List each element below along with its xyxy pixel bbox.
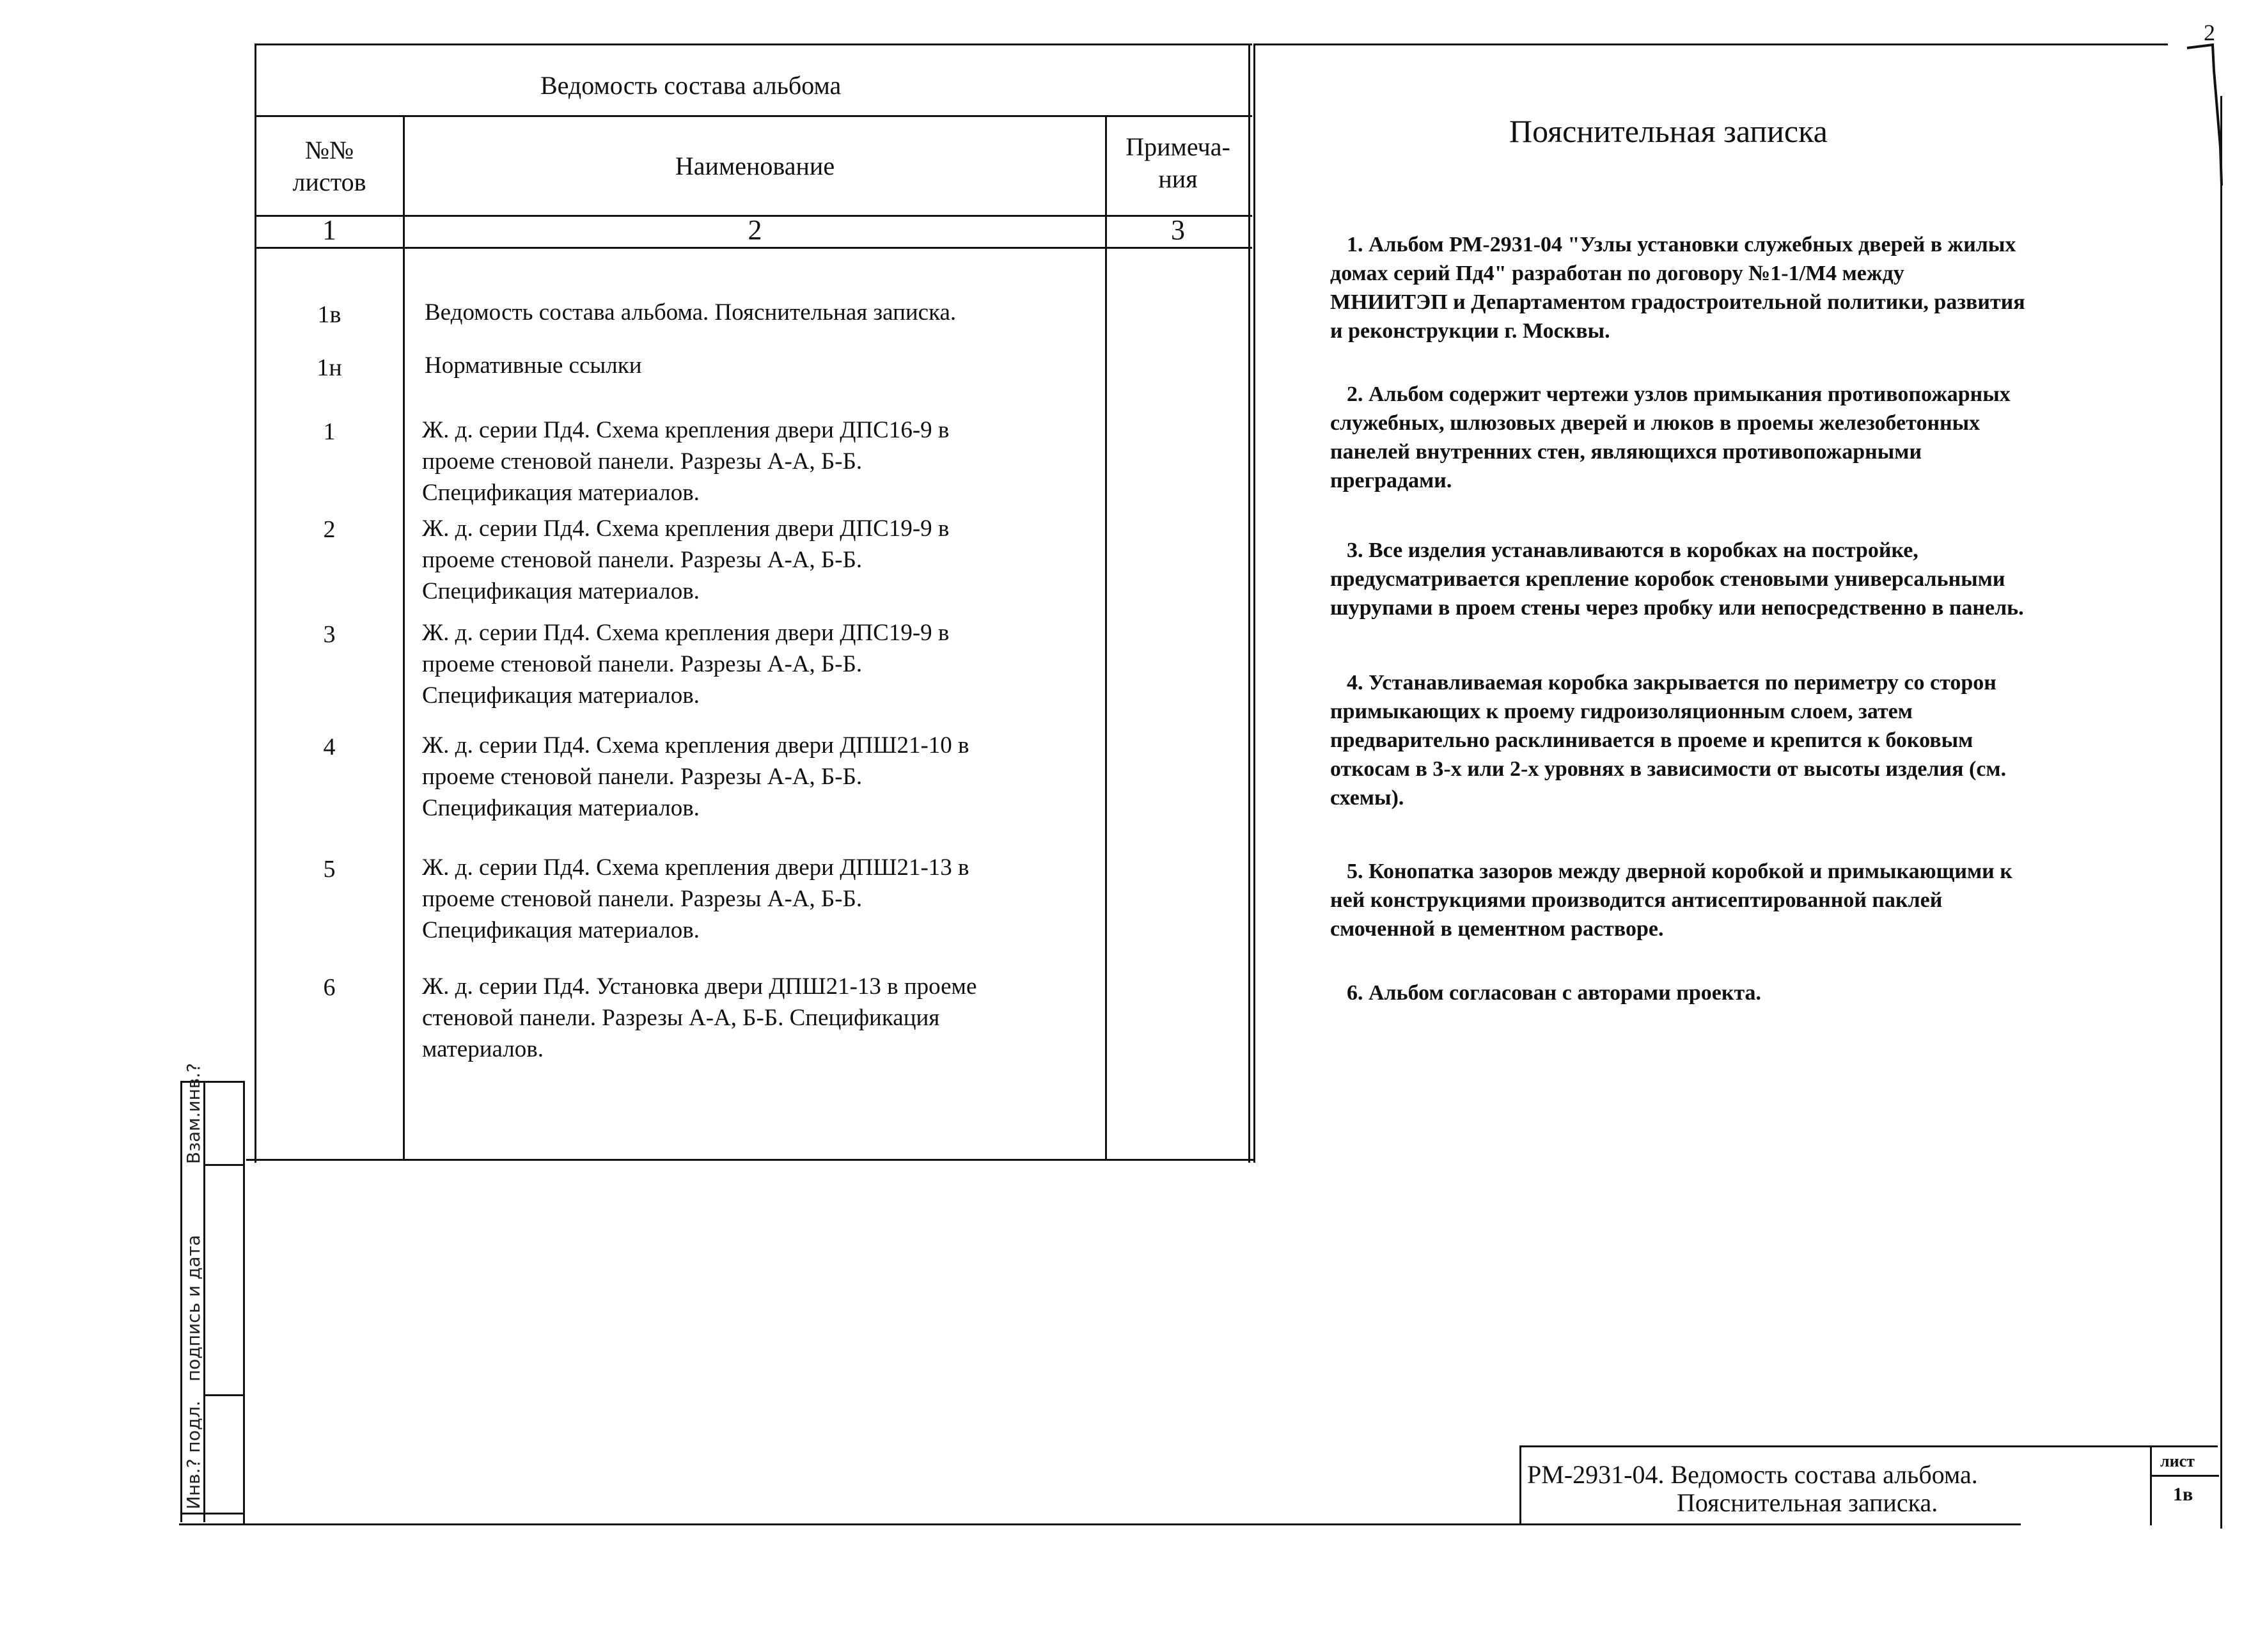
row-number: 3 bbox=[323, 621, 336, 648]
para-line: и реконструкции г. Москвы. bbox=[1330, 319, 1610, 343]
row-text bbox=[422, 513, 1074, 607]
header-notes-line1: Примеча- bbox=[1126, 132, 1230, 161]
para-line: смоченной в цементном растворе. bbox=[1330, 917, 1664, 941]
row-line: Ж. д. серии Пд4. Схема крепления двери ДПС19-9 в bbox=[422, 620, 950, 646]
para-line: шурупами в проем стены через пробку или непосредственно в панель. bbox=[1330, 596, 2024, 620]
note-paragraph-4 bbox=[1330, 668, 2117, 812]
title-block-line1: РМ-2931-04. Ведомость состава альбома. bbox=[1527, 1460, 1978, 1489]
row-text bbox=[422, 971, 1074, 1065]
header-sheet-numbers-line2: листов bbox=[292, 168, 366, 196]
table-top-border bbox=[255, 43, 1252, 45]
note-paragraph-5 bbox=[1330, 857, 2117, 943]
frame-right-border bbox=[2220, 96, 2222, 1529]
corner-mark: 2 bbox=[2204, 20, 2215, 45]
row-number: 1в bbox=[317, 301, 341, 328]
row-line: проеме стеновой панели. Разрезы А-А, Б-Б. bbox=[422, 886, 863, 912]
sheet-label-separator bbox=[2150, 1475, 2219, 1477]
para-line: откосам в 3-х или 2-х уровнях в зависимости от высоты изделия (см. bbox=[1330, 757, 2007, 781]
row-line: Спецификация материалов. bbox=[422, 578, 700, 604]
row-number: 4 bbox=[323, 734, 336, 760]
table-right-border bbox=[1248, 43, 1250, 1163]
title-block-line2: Пояснительная записка. bbox=[1677, 1488, 1938, 1517]
row-line: проеме стеновой панели. Разрезы А-А, Б-Б. bbox=[422, 764, 863, 790]
stamp-label-inv: Инв.? подл. bbox=[183, 1400, 204, 1509]
para-line: примыкающих к проему гидроизоляционным слоем, затем bbox=[1330, 700, 1913, 723]
stamp-label-replace: Взам.инв.? bbox=[183, 1062, 204, 1164]
row-line: материалов. bbox=[422, 1036, 544, 1062]
para-line: служебных, шлюзовых дверей и люков в проемы железобетонных bbox=[1330, 411, 1980, 435]
header-name: Наименование bbox=[675, 152, 835, 180]
row-number: 1 bbox=[323, 418, 336, 445]
row-line: Ж. д. серии Пд4. Схема крепления двери ДПС19-9 в bbox=[422, 515, 950, 542]
row-line: Нормативные ссылки bbox=[425, 352, 642, 379]
row-line: Ж. д. серии Пд4. Схема крепления двери ДПС16-9 в bbox=[422, 417, 950, 443]
row-line: Спецификация материалов. bbox=[422, 917, 700, 943]
table-left-border bbox=[255, 43, 256, 1163]
stamp-sep-1 bbox=[203, 1164, 244, 1166]
stamp-border-left bbox=[180, 1081, 182, 1522]
sheet-number: 1в bbox=[2173, 1484, 2193, 1505]
row-number: 1н bbox=[317, 354, 342, 381]
table-title: Ведомость состава альбома bbox=[540, 71, 842, 100]
para-line: 2. Альбом содержит чертежи узлов примыкания противопожарных bbox=[1347, 382, 2011, 406]
para-line: МНИИТЭП и Департаментом градостроительной политики, развития bbox=[1330, 290, 2025, 314]
row-text bbox=[422, 730, 1074, 824]
para-line: преградами. bbox=[1330, 469, 1452, 492]
para-line: домах серий Пд4" разработан по договору №1-1/М4 между bbox=[1330, 262, 1904, 285]
header-sheet-numbers-line1: №№ bbox=[304, 136, 354, 164]
note-paragraph-2 bbox=[1330, 380, 2117, 495]
para-line: схемы). bbox=[1330, 786, 1404, 810]
row-text bbox=[425, 297, 1077, 328]
note-title: Пояснительная записка bbox=[1509, 113, 1828, 149]
para-line: предусматривается крепление коробок стеновыми универсальными bbox=[1330, 567, 2005, 591]
row-line: Спецификация материалов. bbox=[422, 795, 700, 821]
stamp-sep-2 bbox=[203, 1394, 244, 1396]
row-line: Ж. д. серии Пд4. Схема крепления двери ДПШ21-13 в bbox=[422, 854, 969, 881]
column-number-3: 3 bbox=[1171, 214, 1185, 246]
title-block-divider bbox=[2150, 1445, 2152, 1525]
row-line: проеме стеновой панели. Разрезы А-А, Б-Б. bbox=[422, 448, 863, 475]
table-right-border-double bbox=[1253, 43, 1255, 1163]
para-line: панелей внутренних стен, являющихся противопожарными bbox=[1330, 440, 1922, 464]
column-divider-1 bbox=[403, 115, 405, 1161]
row-line: Ж. д. серии Пд4. Схема крепления двери ДПШ21-10 в bbox=[422, 732, 969, 759]
frame-top-right bbox=[1253, 43, 2168, 45]
row-text bbox=[422, 414, 1074, 508]
row-number: 2 bbox=[323, 516, 336, 543]
title-block-top bbox=[1519, 1445, 2218, 1447]
row-line: проеме стеновой панели. Разрезы А-А, Б-Б. bbox=[422, 547, 863, 573]
stamp-label-signature: подпись и дата bbox=[183, 1234, 204, 1381]
row-line: стеновой панели. Разрезы А-А, Б-Б. Спецификация bbox=[422, 1005, 940, 1031]
column-number-1: 1 bbox=[322, 214, 336, 246]
para-line: 3. Все изделия устанавливаются в коробках на постройке, bbox=[1347, 539, 1918, 562]
para-line: 1. Альбом РМ-2931-04 "Узлы установки служебных дверей в жилых bbox=[1347, 233, 2016, 256]
column-divider-2 bbox=[1105, 115, 1107, 1161]
row-text bbox=[422, 852, 1074, 946]
note-paragraph-1 bbox=[1330, 230, 2117, 345]
stamp-border-right bbox=[243, 1081, 245, 1525]
para-line: ней конструкциями производится антисептированной паклей bbox=[1330, 888, 1943, 912]
para-line: 6. Альбом согласован с авторами проекта. bbox=[1347, 981, 1762, 1005]
row-number: 6 bbox=[323, 974, 336, 1001]
para-line: предварительно расклинивается в проеме и крепится к боковым bbox=[1330, 728, 1973, 752]
sheet-label: лист bbox=[2160, 1452, 2195, 1470]
para-line: 5. Конопатка зазоров между дверной коробкой и примыкающими к bbox=[1347, 860, 2012, 883]
row-number: 5 bbox=[323, 856, 336, 883]
table-bottom-border bbox=[246, 1159, 1255, 1161]
header-sheet-numbers bbox=[256, 134, 403, 198]
note-paragraph-3 bbox=[1330, 536, 2117, 622]
row-line: проеме стеновой панели. Разрезы А-А, Б-Б. bbox=[422, 651, 863, 677]
title-block-left bbox=[1519, 1445, 1521, 1525]
header-notes bbox=[1107, 131, 1249, 195]
row-text bbox=[422, 617, 1074, 711]
stamp-bottom bbox=[180, 1513, 244, 1514]
row-line: Спецификация материалов. bbox=[422, 480, 700, 506]
row-text bbox=[425, 350, 1077, 381]
row-line: Ж. д. серии Пд4. Установка двери ДПШ21-13 в проеме bbox=[422, 973, 977, 1000]
column-number-2: 2 bbox=[748, 214, 762, 246]
note-paragraph-6 bbox=[1330, 979, 2117, 1007]
frame-bottom-border bbox=[179, 1523, 2021, 1525]
row-line: Ведомость состава альбома. Пояснительная записка. bbox=[425, 299, 957, 326]
para-line: 4. Устанавливаемая коробка закрывается по периметру со сторон bbox=[1347, 671, 1996, 695]
row-line: Спецификация материалов. bbox=[422, 682, 700, 709]
header-notes-line2: ния bbox=[1158, 164, 1198, 193]
